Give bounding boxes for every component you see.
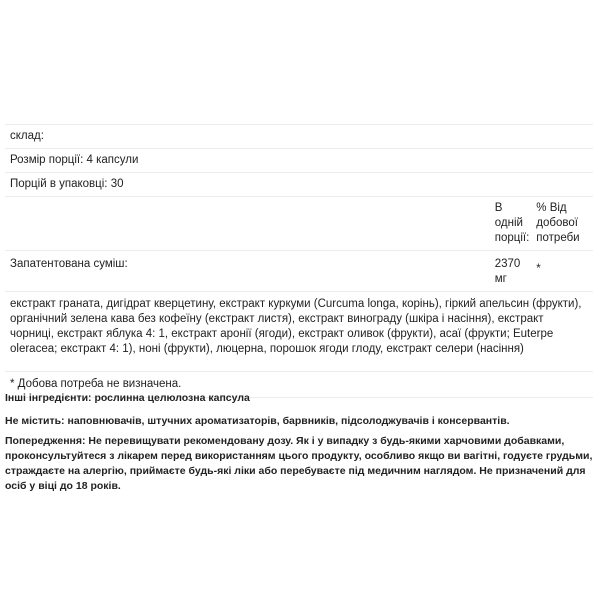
servings-per-container: Порцій в упаковці: 30 <box>5 173 593 197</box>
composition-row <box>5 125 593 149</box>
blend-daily-value: * <box>536 263 541 275</box>
other-ingredients: Інші інгредієнти: рослинна целюлозна капсула <box>5 392 250 404</box>
warning-text: Попередження: Не перевищувати рекомендовану дозу. Як і у випадку з будь-якими харчовими добавками, проконсультуйтеся з лікарем перед використанням цього продукту, особливо якщо ви вагітні, годуєте грудьми, страждаєте на алергію, приймаєте будь-які ліки або перебуваєте під медичним наглядом. Не призначений для осіб у віці до 18 років. <box>5 435 593 492</box>
header-amount-per-serving: В одній порції: <box>490 197 532 251</box>
blend-daily-value-cell <box>531 251 593 292</box>
does-not-contain: Не містить: наповнювачів, штучних ароматизаторів, барвників, підсолоджувачів і консервантів. <box>5 415 510 427</box>
blend-ingredients: екстракт граната, дигідрат кверцетину, екстракт куркуми (Curcuma longa, корінь), гіркий апельсин (фрукти), органічний зелена кава без кофеїну (екстракт листя), екстракт винограду (шкіра і насіння), екстракт чорниці, екстракт яблука 4: 1, екстракт аронії (ягоди), екстракт оливок (фрукти), асаї (фрукти; Euterpe oleracea; екстракт 4: 1), ноні (фрукти), люцерна, порошок ягоди глоду, екстракт селери (насіння) <box>5 292 593 372</box>
servings-per-container-row <box>5 173 593 197</box>
header-daily-value: % Від добової потреби <box>531 197 593 251</box>
header-empty-cell <box>5 197 490 251</box>
blend-name: Запатентована суміш: <box>5 251 490 292</box>
table-header-row <box>5 197 593 251</box>
blend-ingredients-row <box>5 292 593 372</box>
blend-amount: 2370 мг <box>490 251 532 292</box>
serving-size: Розмір порції: 4 капсули <box>5 149 593 173</box>
composition-label: склад: <box>5 125 593 149</box>
supplement-facts-table <box>5 124 593 398</box>
proprietary-blend-row <box>5 251 593 292</box>
daily-value-footnote: * Добова потреба не визначена. <box>5 372 593 398</box>
serving-size-row <box>5 149 593 173</box>
